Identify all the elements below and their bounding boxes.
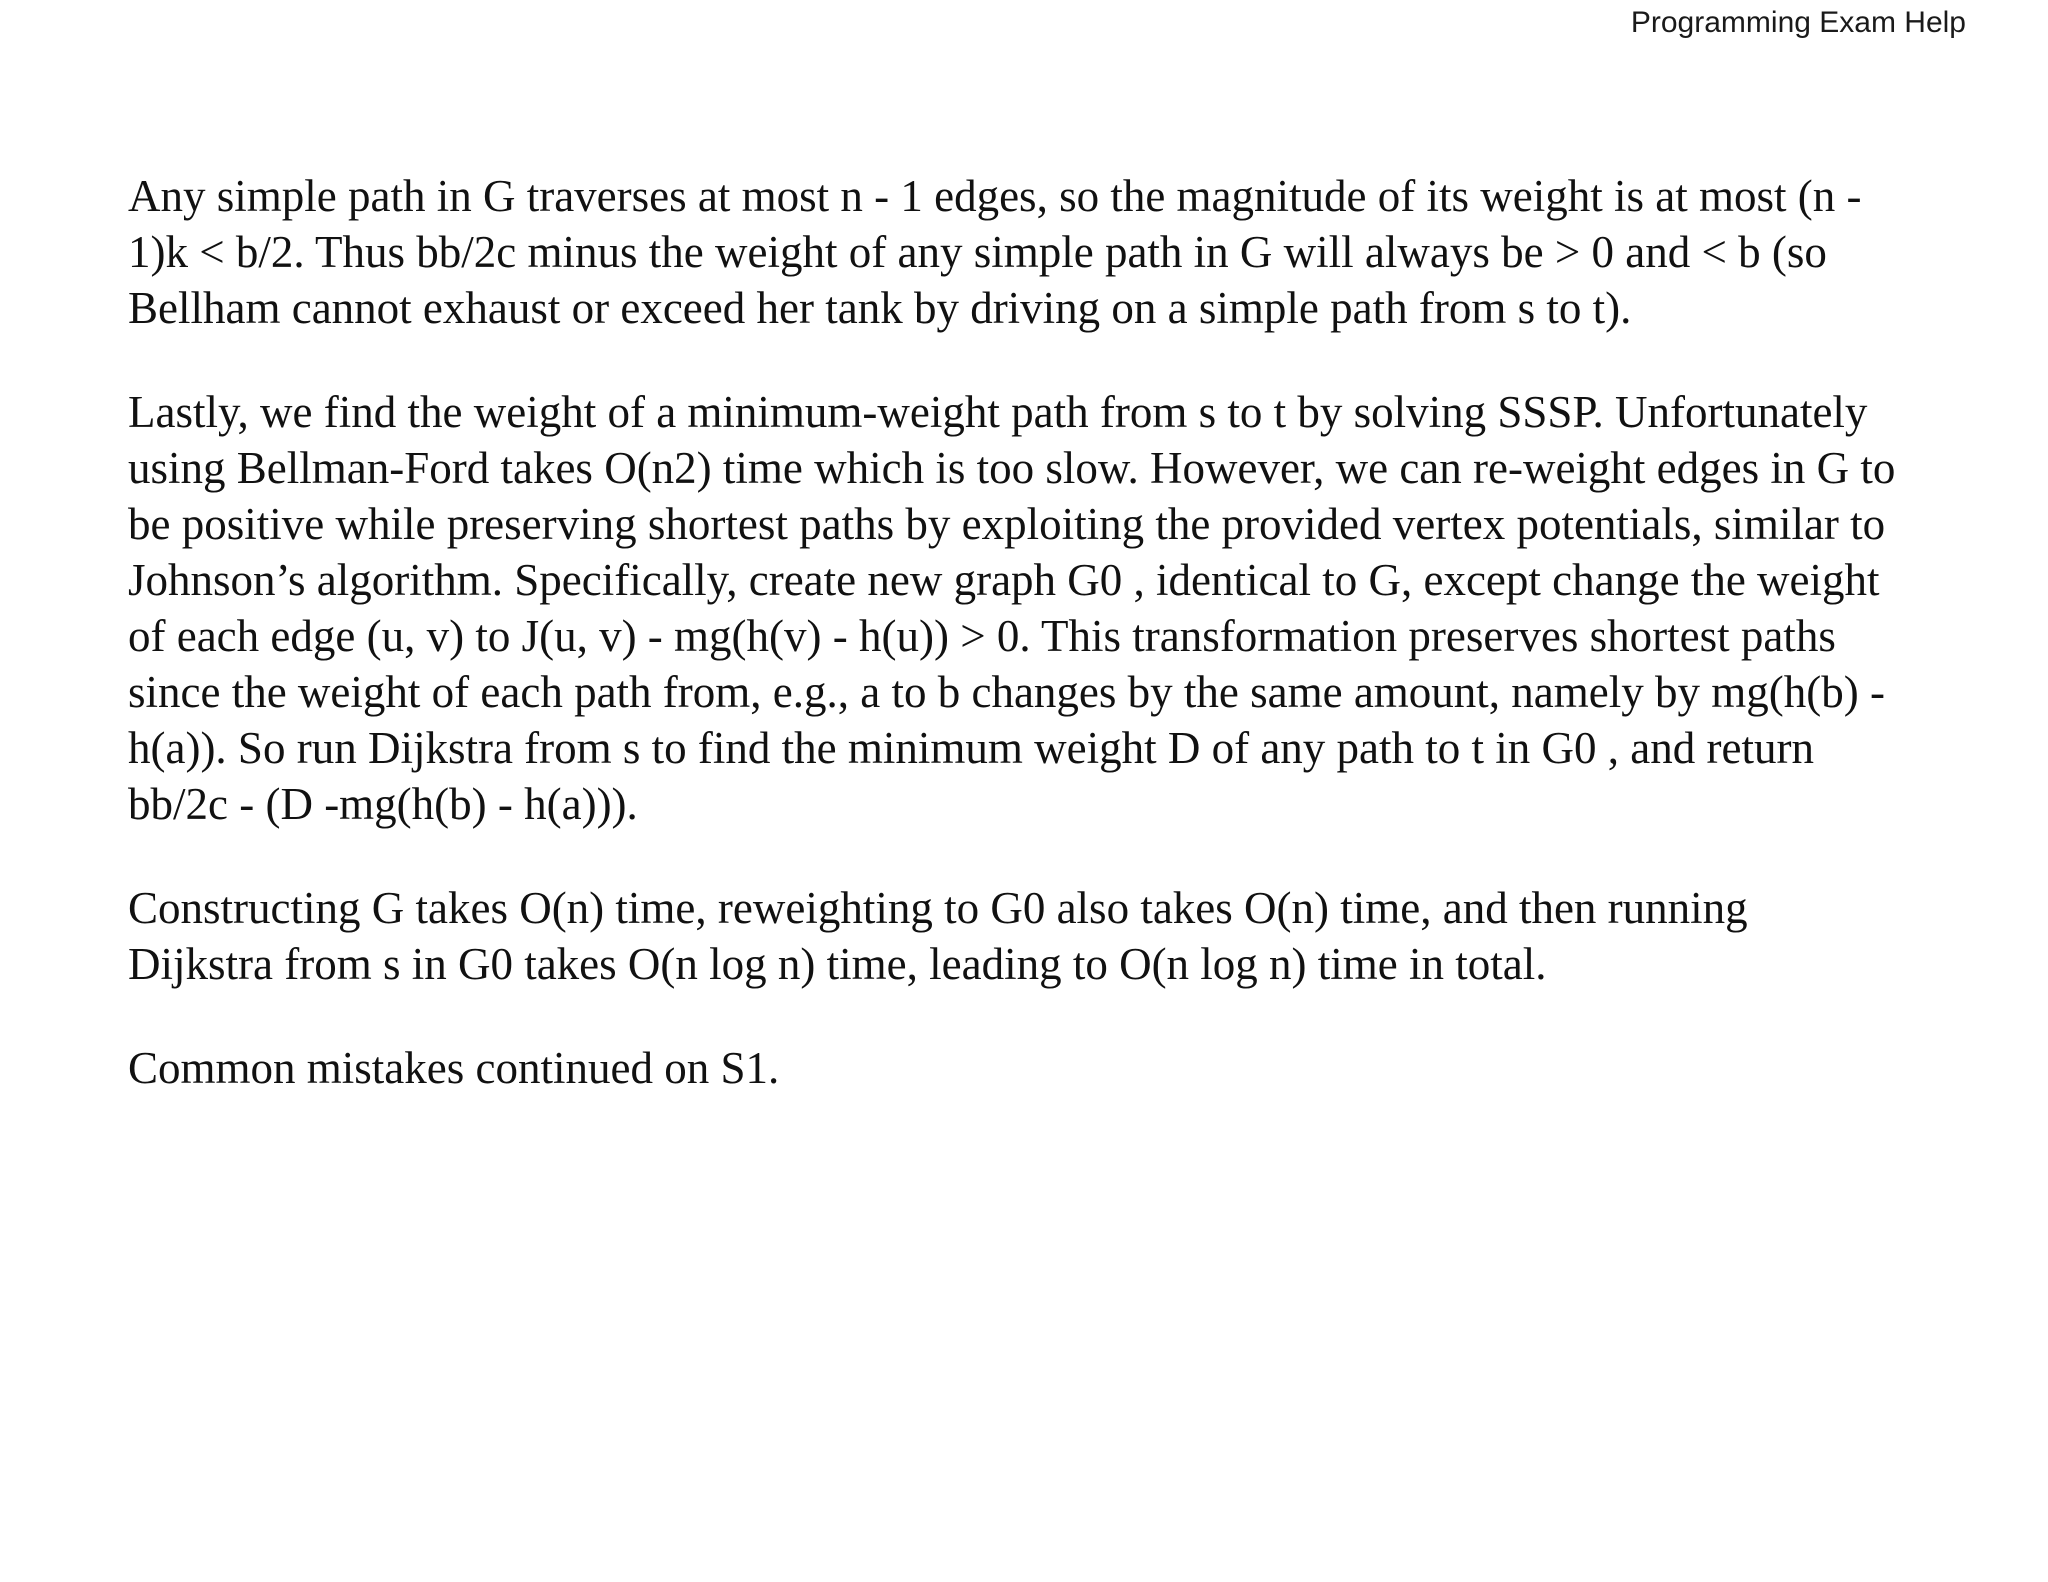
text-line: Constructing G takes O(n) time, reweighting to G0 also takes O(n) time, and then running [128,883,1748,933]
text-line: Johnson’s algorithm. Specifically, create new graph G0 , identical to G, except change the weight [128,555,1880,605]
paragraph-running-time [128,880,1988,992]
text-line: using Bellman-Ford takes O(n2) time which is too slow. However, we can re-weight edges in G to [128,443,1896,493]
text-line: since the weight of each path from, e.g., a to b changes by the same amount, namely by mg(h(b) - [128,667,1885,717]
paragraph-common-mistakes [128,1040,1988,1096]
text-line: Any simple path in G traverses at most n - 1 edges, so the magnitude of its weight is at most (n - [128,171,1862,221]
text-line: Dijkstra from s in G0 takes O(n log n) time, leading to O(n log n) time in total. [128,939,1547,989]
text-line: be positive while preserving shortest paths by exploiting the provided vertex potentials, similar to [128,499,1886,549]
text-line: h(a)). So run Dijkstra from s to find the minimum weight D of any path to t in G0 , and return [128,723,1814,773]
text-line: 1)k < b/2. Thus bb/2c minus the weight of any simple path in G will always be > 0 and < b (so [128,227,1827,277]
paragraph-spacer [128,992,1988,1040]
text-line: of each edge (u, v) to J(u, v) - mg(h(v) - h(u)) > 0. This transformation preserves shortest paths [128,611,1836,661]
paragraph-spacer [128,832,1988,880]
text-line: Common mistakes continued on S1. [128,1043,780,1093]
paragraph-simple-path-bound [128,168,1988,336]
text-line: bb/2c - (D -mg(h(b) - h(a))). [128,779,638,829]
document-body [128,168,1988,1096]
text-line: Lastly, we find the weight of a minimum-weight path from s to t by solving SSSP. Unfortunately [128,387,1868,437]
paragraph-sssp-reweighting [128,384,1988,832]
page-header: Programming Exam Help [1630,6,1966,39]
text-line: Bellham cannot exhaust or exceed her tank by driving on a simple path from s to t). [128,283,1632,333]
paragraph-spacer [128,336,1988,384]
